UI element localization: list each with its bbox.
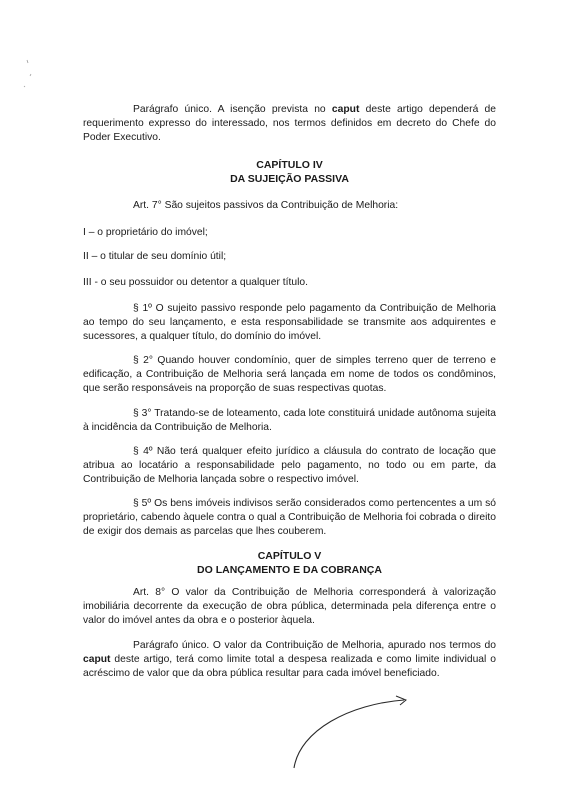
art-7: Art. 7° São sujeitos passivos da Contribuição de Melhoria: (133, 200, 399, 211)
capitulo-v-title: CAPÍTULO V (257, 550, 322, 562)
art-7-paragrafo-2: § 2° Quando houver condomínio, quer de simples terreno quer de terreno e edificação, a Contribuição de Melhoria será lançada em nome de todos os condôminos, que serão responsáveis na proporção de suas respectivas quotas. (83, 355, 496, 394)
art-7-inciso-iii: III - o seu possuidor ou detentor a qualquer título. (83, 277, 308, 288)
art-7-paragrafo-1: § 1º O sujeito passivo responde pelo pagamento da Contribuição de Melhoria ao tempo do seu lançamento, e esta responsabilidade se transmite aos adquirentes e sucessores, a qualquer título, do domínio do imóvel. (83, 303, 496, 342)
paragrafo-unico-valor: Parágrafo único. O valor da Contribuição de Melhoria, apurado nos termos do caput deste artigo, terá como limite total a despesa realizada e como limite individual o acréscimo de valor que da obra pública resultar para cada imóvel beneficiado. (83, 640, 496, 679)
art-7-inciso-i: I – o proprietário do imóvel; (83, 227, 208, 238)
art-7-inciso-ii: II – o titular de seu domínio útil; (83, 251, 227, 262)
art-7-paragrafo-3: § 3° Tratando-se de loteamento, cada lote constituirá unidade autônoma sujeita à incidência da Contribuição de Melhoria. (83, 408, 496, 433)
art-8: Art. 8° O valor da Contribuição de Melhoria corresponderá à valorização imobiliária decorrente da execução de obra pública, determinada pela diferença entre o valor do imóvel antes da obra e o posterior àquela. (83, 587, 496, 626)
paragrafo-unico-isencao: Parágrafo único. A isenção prevista no caput deste artigo dependerá de requerimento expresso do interessado, nos termos definidos em decreto do Chefe do Poder Executivo. (83, 104, 496, 143)
signature-stroke (294, 700, 404, 768)
art-7-paragrafo-5: § 5º Os bens imóveis indivisos serão considerados como pertencentes a um só proprietário, cabendo àquele contra o qual a Contribuição de Melhoria foi cobrada o direito de exigir dos demais as parcelas que lhes couberem. (83, 498, 496, 537)
capitulo-iv-title: CAPÍTULO IV (256, 159, 323, 171)
capitulo-iv-subtitle: DA SUJEIÇÃO PASSIVA (230, 173, 349, 185)
scan-specks (24, 60, 31, 87)
capitulo-v-subtitle: DO LANÇAMENTO E DA COBRANÇA (197, 564, 382, 576)
art-7-paragrafo-4: § 4º Não terá qualquer efeito jurídico a cláusula do contrato de locação que atribua ao locatário a responsabilidade pelo pagamento, no todo ou em parte, da Contribuição de Melhoria lançada sobre o respectivo imóvel. (83, 446, 496, 485)
